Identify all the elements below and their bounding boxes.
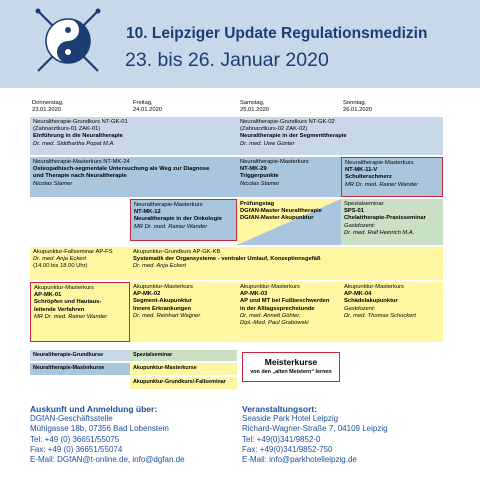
day-header-sunday (343, 100, 372, 114)
exam-day (237, 199, 341, 245)
course-title: Schädelakupunktur (344, 298, 398, 305)
course-code: AP-MK-02 (133, 291, 161, 298)
course-lecturer-label: Gastdozent: (344, 222, 376, 229)
venue-name: Seaside Park Hotel Leipzig (242, 414, 339, 424)
course-lecturer: Nicolas Stamer (33, 180, 73, 187)
contact-org: DGfAN-Geschäftsstelle (30, 414, 113, 424)
course-title: Chelattherapie-Praxisseminar (344, 215, 426, 222)
course-code: AP-MK-03 (240, 291, 268, 298)
contact-email: E-Mail: DGfAN@t-online.de, info@dgfan.de (30, 455, 185, 465)
course-type: Akupunktur-Masterkurs (133, 284, 193, 290)
course-type: Spezialseminar (344, 201, 384, 207)
course-time: (14.00 bis 18.00 Uhr) (33, 263, 88, 270)
venue-fax: Fax: +49(0)341/9852-750 (242, 444, 333, 454)
legend-label: Akupunktur-Grundkurs/-Fallseminar (133, 379, 226, 385)
contact-fax: Fax: +49 (0) 36651/55074 (30, 444, 123, 454)
venue-phone: Tel: +49(0)341/9852-0 (242, 434, 321, 444)
course-ap-gk-kb (130, 247, 443, 280)
legend-label: Spezialseminar (133, 352, 173, 358)
course-sps-01 (341, 199, 443, 245)
legend-label: Neuraltherapie-Grundkurse (33, 352, 104, 358)
course-ap-mk-02 (130, 282, 237, 342)
legend-ap-masterkurse (130, 363, 237, 375)
day-name: Freitag, (133, 100, 153, 106)
day-date: 23.01.2020 (32, 107, 62, 114)
course-lecturer: Dr. med. Thomas Schockert (344, 312, 416, 319)
course-code: NT-MK-12 (134, 209, 161, 216)
day-name: Samstag, (240, 100, 265, 106)
course-nt-mk-12 (130, 199, 237, 241)
course-title: in der Alltagssprechstunde (240, 305, 315, 312)
course-type: Akupunktur-Masterkurs (240, 284, 300, 290)
course-code: SPS-01 (344, 208, 364, 215)
event-dates: 23. bis 26. Januar 2020 (125, 49, 329, 71)
course-title: Schulterschmerz (345, 174, 392, 181)
course-type: Neuraltherapie-Masterkurs NT-MK-24 (33, 159, 130, 165)
course-type: Neuraltherapie-Masterkurs (345, 160, 414, 166)
course-ap-mk-03 (237, 282, 341, 342)
day-name: Sonntag, (343, 100, 367, 106)
course-lecturer: Nicolas Stamer (240, 180, 280, 187)
course-type: Neuraltherapie-Masterkurs (240, 159, 309, 165)
meisterkurse-subtitle: von den „alten Meistern“ lernen (250, 369, 332, 375)
course-lecturer: Dr. med. Ralf Heinrich M.A. (344, 229, 415, 236)
course-nt-mk-11-v (341, 157, 443, 197)
course-nt-mk-24 (30, 157, 237, 197)
course-type: Prüfungstag (240, 201, 275, 207)
course-title: Systematik der Organsysteme - ventraler Umlauf, Konzeptionsgefäß (133, 256, 321, 263)
course-title: Osteopathisch-segmentale Untersuchung als Weg zur Diagnose (33, 166, 210, 173)
course-type: Neuraltherapie-Grundkurs NT-GK-01 (33, 119, 128, 125)
legend-label: Neuraltherapie-Masterkurse (33, 365, 105, 371)
day-date: 24.01.2020 (133, 107, 163, 114)
venue-email: E-Mail: info@parkhotelleipzig.de (242, 455, 357, 465)
day-name: Donnerstag, (32, 100, 64, 106)
course-title: Schröpfen und Hautaus- (34, 299, 102, 306)
course-type: Akupunktur-Fallseminar AP-FS (33, 249, 113, 255)
day-header-friday (133, 100, 162, 114)
course-lecturer: Dr. med. Uwe Günter (240, 140, 295, 147)
course-nt-gk-01 (30, 117, 237, 155)
course-type: Neuraltherapie-Grundkurs NT-GK-02 (240, 119, 335, 125)
course-ap-fs (30, 247, 130, 280)
course-title: AP und MT bei Fußbeschwerden (240, 298, 330, 305)
course-type: Akupunktur-Grundkurs AP-GK-KB (133, 249, 221, 255)
course-lecturer-label: Gastdozent: (344, 305, 376, 312)
course-type: Akupunktur-Masterkurs (34, 285, 94, 291)
course-code: NT-MK-29 (240, 166, 267, 173)
course-title: Neuraltherapie in der Onkologie (134, 216, 222, 223)
course-lecturer: MR Dr. med. Rainer Wander (34, 313, 108, 320)
course-lecturer: Dr. med. Siddhartha Popat M.A. (33, 140, 115, 147)
course-title: Segment-Akupunktur (133, 298, 192, 305)
course-title: DGfAN-Master Neuraltherapie (240, 208, 322, 215)
course-title: und Therapie nach Neuraltherapie (33, 173, 127, 180)
course-lecturer: Dr. med. Annett Göhler, (240, 312, 301, 319)
contact-address: Mühlgasse 18b, 07356 Bad Lobenstein (30, 424, 169, 434)
contact-phone: Tel: +49 (0) 36651/55075 (30, 434, 120, 444)
course-type: Akupunktur-Masterkurs (344, 284, 404, 290)
day-header-thursday (32, 100, 64, 114)
course-nt-mk-29 (237, 157, 341, 197)
meisterkurse-legend (242, 352, 340, 382)
course-title: Triggerpunkte (240, 173, 279, 180)
course-code: (Zahnarztkurs-02 ZAK-02) (240, 126, 308, 133)
course-lecturer: Dr. med. Anja Eckert (33, 256, 87, 263)
course-lecturer: Dr. med. Anja Eckert (133, 263, 187, 270)
venue-heading: Veranstaltungsort: (242, 404, 318, 414)
header-band (0, 0, 480, 88)
course-lecturer: MR Dr. med. Rainer Wander (345, 181, 419, 188)
course-title: leitende Verfahren (34, 306, 85, 313)
contact-venue (242, 404, 388, 465)
course-type: Neuraltherapie-Masterkurs (134, 202, 203, 208)
course-title: Neuraltherapie in der Segmenttherapie (240, 133, 347, 140)
contact-heading: Auskunft und Anmeldung über: (30, 404, 158, 414)
day-date: 26.01.2020 (343, 107, 373, 114)
legend-ap-grundkurs (130, 377, 237, 389)
course-ap-mk-04 (341, 282, 443, 342)
course-code: NT-MK-11-V (345, 167, 378, 174)
day-date: 25.01.2020 (240, 107, 270, 114)
course-lecturer: MR Dr. med. Rainer Wander (134, 223, 208, 230)
course-code: AP-MK-01 (34, 292, 62, 299)
day-header-saturday (240, 100, 269, 114)
meisterkurse-title: Meisterkurse (264, 357, 318, 367)
legend-nt-grundkurse (30, 350, 130, 361)
legend-spezialseminar (130, 350, 237, 361)
venue-address: Richard-Wagner-Straße 7, 04109 Leipzig (242, 424, 388, 434)
course-lecturer: Dr. med. Reinhart Wagner (133, 312, 201, 319)
course-title: Innere Erkrankungen (133, 305, 191, 312)
event-title: 10. Leipziger Update Regulationsmedizin (126, 25, 428, 42)
course-title: DGfAN-Master Akupunktur (240, 215, 314, 222)
course-code: AP-MK-04 (344, 291, 372, 298)
course-title: Einführung in die Neuraltherapie (33, 133, 123, 140)
legend-label: Akupunktur-Masterkurse (133, 365, 197, 371)
course-ap-mk-01 (30, 282, 130, 342)
legend-nt-masterkurse (30, 363, 130, 375)
contact-registration (30, 404, 185, 465)
course-lecturer: Dipl.-Med. Paul Grabowski (240, 320, 309, 327)
course-nt-gk-02 (237, 117, 443, 155)
course-code: (Zahnarztkurs-01 ZAK-01) (33, 126, 101, 133)
yin-yang-needles-logo-icon (32, 5, 104, 77)
